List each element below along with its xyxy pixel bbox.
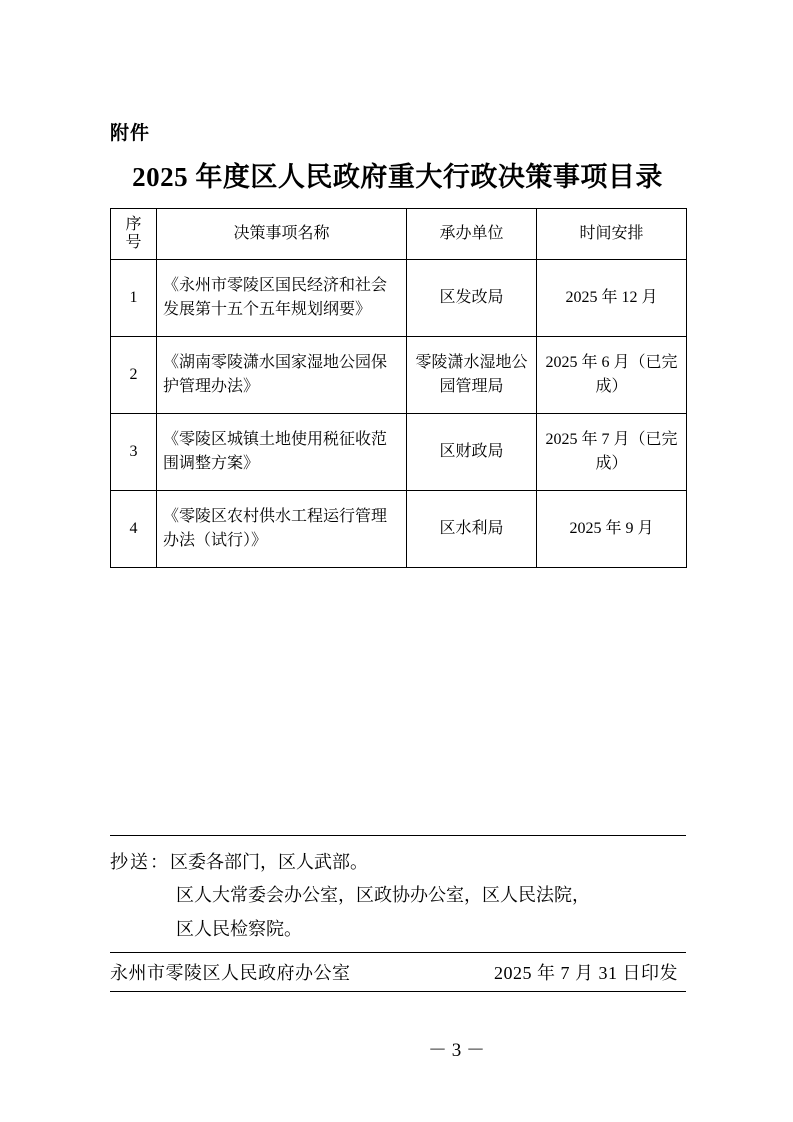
cell-no: 1 <box>111 260 157 337</box>
cell-unit: 区财政局 <box>407 414 537 491</box>
column-header-no-line2: 号 <box>125 234 142 251</box>
page-number: － 3 － <box>427 1040 485 1061</box>
cell-unit: 区水利局 <box>407 491 537 568</box>
cell-name: 《零陵区城镇土地使用税征收范围调整方案》 <box>157 414 407 491</box>
column-header-no-line1: 序 <box>125 215 142 233</box>
footer-block <box>110 835 686 992</box>
cell-name: 《永州市零陵区国民经济和社会发展第十五个五年规划纲要》 <box>157 260 407 337</box>
issue-date: 2025 年 7 月 31 日印发 <box>494 962 678 983</box>
table-row <box>111 337 687 414</box>
column-header-unit: 承办单位 <box>407 209 537 260</box>
column-header-time: 时间安排 <box>537 209 687 260</box>
cell-time: 2025 年 12 月 <box>537 260 687 337</box>
cell-no: 3 <box>111 414 157 491</box>
cc-label: 抄送： <box>110 852 170 872</box>
cell-name: 《零陵区农村供水工程运行管理办法（试行）》 <box>157 491 407 568</box>
cell-name: 《湖南零陵潇水国家湿地公园保护管理办法》 <box>157 337 407 414</box>
cc-block <box>110 836 686 952</box>
table-row <box>111 414 687 491</box>
table-header-row <box>111 209 687 260</box>
cc-line-2: 区人大常委会办公室，区政协办公室，区人民法院， <box>176 885 590 906</box>
cell-unit: 区发改局 <box>407 260 537 337</box>
issuer-row <box>110 953 686 991</box>
cell-time: 2025 年 7 月（已完成） <box>537 414 687 491</box>
issuer-name: 永州市零陵区人民政府办公室 <box>110 962 351 983</box>
cell-unit: 零陵潇水湿地公园管理局 <box>407 337 537 414</box>
cc-first-line <box>110 846 686 879</box>
cc-line-3: 区人民检察院。 <box>176 918 302 939</box>
column-header-name: 决策事项名称 <box>157 209 407 260</box>
decision-items-table <box>110 208 687 568</box>
cell-no: 4 <box>111 491 157 568</box>
cell-no: 2 <box>111 337 157 414</box>
cell-time: 2025 年 6 月（已完成） <box>537 337 687 414</box>
footer-bottom-rule <box>110 991 686 992</box>
page-title: 2025 年度区人民政府重大行政决策事项目录 <box>132 162 663 192</box>
column-header-no <box>111 209 157 260</box>
cell-time: 2025 年 9 月 <box>537 491 687 568</box>
table-row <box>111 491 687 568</box>
table-row <box>111 260 687 337</box>
cc-line-1: 区委各部门，区人武部。 <box>170 852 368 872</box>
attachment-label: 附件 <box>110 123 151 144</box>
